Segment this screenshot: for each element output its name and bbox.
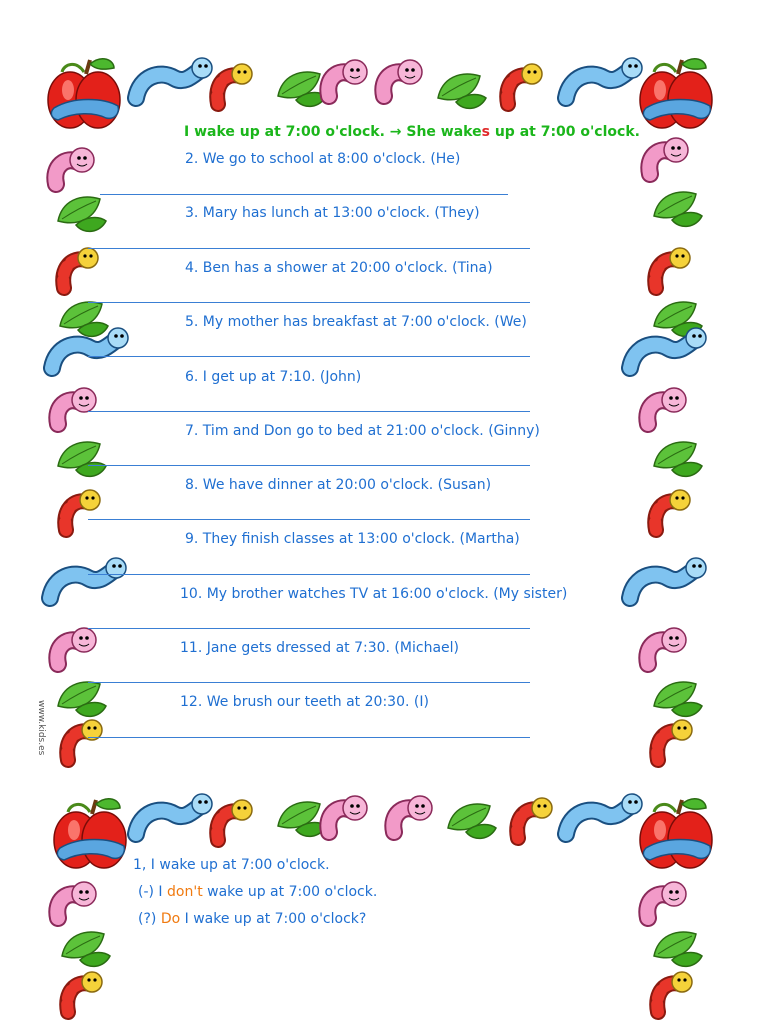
- answer-line-3[interactable]: [88, 248, 530, 249]
- worm-decoration: [63, 248, 98, 288]
- answer-line-8[interactable]: [88, 519, 530, 520]
- worm-decoration: [57, 882, 96, 918]
- leaf-decoration: [448, 804, 496, 838]
- worm-decoration: [217, 64, 252, 104]
- worm-decoration: [566, 794, 642, 834]
- apple-decoration: [640, 799, 712, 868]
- answer-line-5[interactable]: [88, 356, 530, 357]
- exercise-4: 4. Ben has a shower at 20:00 o'clock. (Tina): [185, 260, 493, 276]
- apple-decoration: [48, 59, 120, 128]
- worm-decoration: [657, 972, 692, 1012]
- answer-line-10[interactable]: [88, 628, 530, 629]
- leaf-decoration: [58, 442, 106, 476]
- negative-word: don't: [167, 884, 203, 900]
- worm-decoration: [566, 58, 642, 98]
- exercise-7: 7. Tim and Don go to bed at 21:00 o'clock. (Ginny): [185, 423, 540, 439]
- exercise-2: 2. We go to school at 8:00 o'clock. (He): [185, 151, 461, 167]
- question-word: Do: [160, 911, 181, 927]
- worm-decoration: [655, 248, 690, 288]
- arrow-icon: →: [389, 124, 402, 140]
- exercise-3: 3. Mary has lunch at 13:00 o'clock. (They): [185, 205, 480, 221]
- example-answer-suffix: up at 7:00 o'clock.: [489, 124, 640, 140]
- worm-decoration: [383, 60, 422, 96]
- worm-decoration: [647, 882, 686, 918]
- bottom-question: [138, 911, 366, 927]
- worm-decoration: [67, 720, 102, 760]
- example-sentence: [184, 124, 640, 140]
- leaf-decoration: [438, 74, 486, 108]
- leaf-decoration: [654, 442, 702, 476]
- answer-line-4[interactable]: [88, 302, 530, 303]
- example-answer-prefix: She wake: [406, 124, 482, 140]
- worm-decoration: [630, 328, 706, 368]
- leaf-decoration: [62, 932, 110, 966]
- exercise-8: 8. We have dinner at 20:00 o'clock. (Susan): [185, 477, 492, 493]
- worm-decoration: [50, 558, 126, 598]
- worm-decoration: [136, 794, 212, 834]
- negative-prefix: (-) I: [138, 884, 168, 900]
- bottom-negative: [138, 884, 377, 900]
- exercise-5: 5. My mother has breakfast at 7:00 o'clock. (We): [185, 314, 527, 330]
- answer-line-11[interactable]: [88, 682, 530, 683]
- worm-decoration: [55, 148, 94, 184]
- negative-suffix: wake up at 7:00 o'clock.: [202, 884, 378, 900]
- exercise-11: 11. Jane gets dressed at 7:30. (Michael): [180, 640, 459, 656]
- answer-line-12[interactable]: [88, 737, 530, 738]
- worm-decoration: [507, 64, 542, 104]
- leaf-decoration: [58, 197, 106, 231]
- answer-line-6[interactable]: [88, 411, 530, 412]
- leaf-decoration: [654, 932, 702, 966]
- bottom-frame-border: [0, 780, 768, 1024]
- worm-decoration: [647, 388, 686, 424]
- leaf-decoration: [654, 682, 702, 716]
- worm-decoration: [630, 558, 706, 598]
- exercise-9: 9. They finish classes at 13:00 o'clock. (Martha): [185, 531, 520, 547]
- worm-decoration: [136, 58, 212, 98]
- worm-decoration: [657, 720, 692, 760]
- worm-decoration: [655, 490, 690, 530]
- watermark-text: www.kids.es: [36, 700, 46, 756]
- worm-decoration: [647, 628, 686, 664]
- worm-decoration: [57, 388, 96, 424]
- worm-decoration: [65, 490, 100, 530]
- question-suffix: I wake up at 7:00 o'clock?: [180, 911, 367, 927]
- worm-decoration: [649, 138, 688, 174]
- answer-line-7[interactable]: [88, 465, 530, 466]
- worm-decoration: [217, 800, 252, 840]
- worm-decoration: [67, 972, 102, 1012]
- apple-decoration: [640, 59, 712, 128]
- apple-decoration: [54, 799, 126, 868]
- exercise-6: 6. I get up at 7:10. (John): [185, 369, 362, 385]
- example-original: I wake up at 7:00 o'clock.: [184, 124, 385, 140]
- leaf-decoration: [278, 72, 326, 106]
- exercise-12: 12. We brush our teeth at 20:30. (I): [180, 694, 429, 710]
- worm-decoration: [57, 628, 96, 664]
- bottom-line-1: 1, I wake up at 7:00 o'clock.: [133, 857, 330, 873]
- answer-line-9[interactable]: [88, 574, 530, 575]
- exercise-10: 10. My brother watches TV at 16:00 o'clock. (My sister): [180, 586, 568, 602]
- worm-decoration: [328, 796, 367, 832]
- leaf-decoration: [654, 192, 702, 226]
- leaf-decoration: [58, 682, 106, 716]
- question-prefix: (?): [138, 911, 161, 927]
- worm-decoration: [328, 60, 367, 96]
- worm-decoration: [393, 796, 432, 832]
- leaf-decoration: [60, 302, 108, 336]
- leaf-decoration: [278, 802, 326, 836]
- answer-line-2[interactable]: [100, 194, 508, 195]
- example-answer-s: s: [481, 124, 490, 140]
- worm-decoration: [517, 798, 552, 838]
